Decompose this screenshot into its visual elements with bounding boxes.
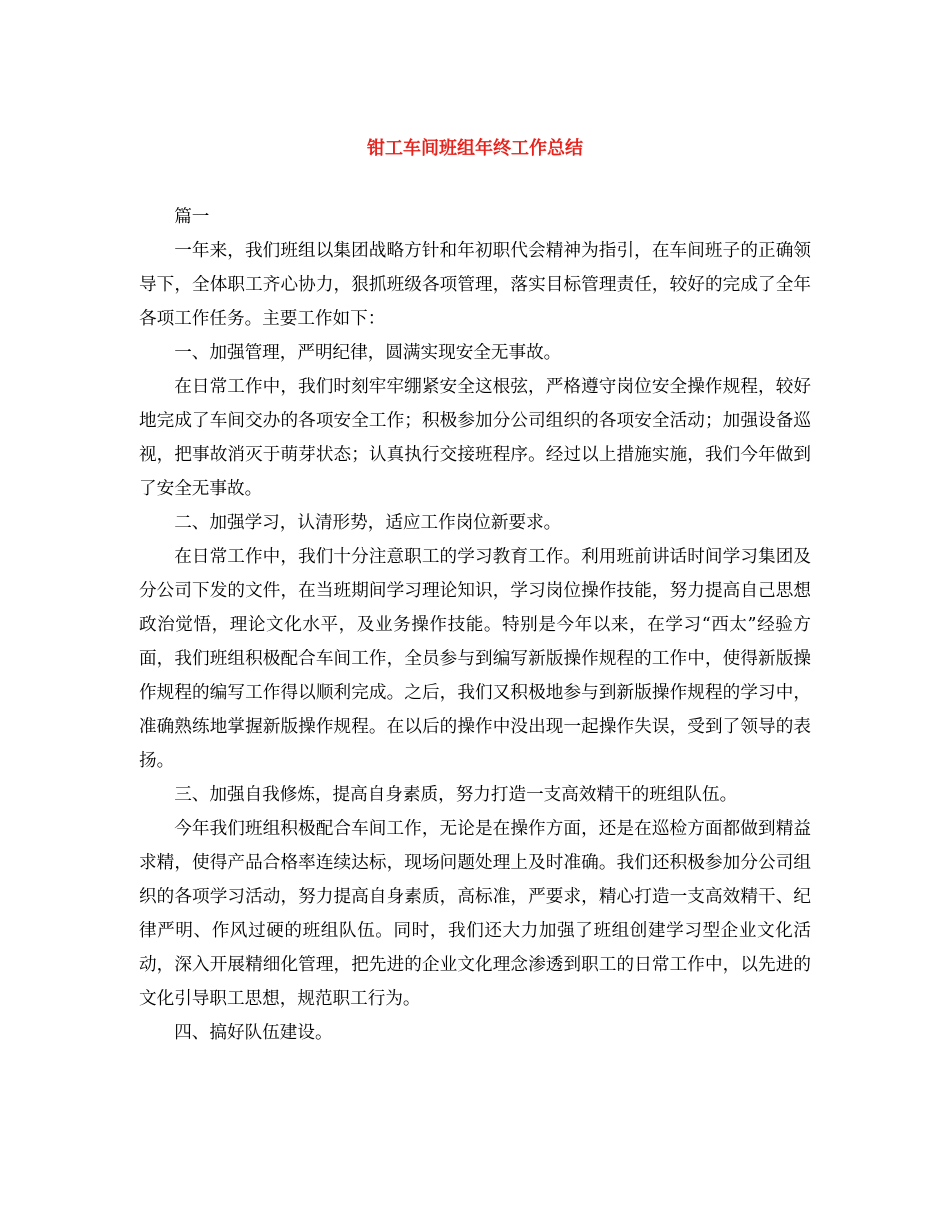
heading-self-improvement: 三、加强自我修炼，提高自身素质，努力打造一支高效精干的班组队伍。	[174, 785, 738, 805]
document-title: 钳工车间班组年终工作总结	[367, 138, 583, 159]
intro-paragraph: 一年来，我们班组以集团战略方针和年初职代会精神为指引，在车间班子的正确领导下，全体职工齐心协力，狠抓班级各项管理，落实目标管理责任，较好的完成了全年各项工作任务。主要工作如下：	[139, 241, 811, 329]
heading-team-building: 四、搞好队伍建设。	[174, 1023, 333, 1043]
section-label: 篇一	[174, 207, 210, 227]
paragraph-self-improvement: 今年我们班组积极配合车间工作，无论是在操作方面，还是在巡检方面都做到精益求精，使得产品合格率连续达标，现场问题处理上及时准确。我们还积极参加分公司组织的各项学习活动，努力提高自身素质，高标准，严要求，精心打造一支高效精干、纪律严明、作风过硬的班组队伍。同时，我们还大力加强了班组创建学习型企业文化活动，深入开展精细化管理，把先进的企业文化理念渗透到职工的日常工作中，以先进的文化引导职工思想，规范职工行为。	[139, 819, 811, 1009]
paragraph-learning: 在日常工作中，我们十分注意职工的学习教育工作。利用班前讲话时间学习集团及分公司下发的文件，在当班期间学习理论知识，学习岗位操作技能，努力提高自己思想政治觉悟，理论文化水平，及业务操作技能。特别是今年以来，在学习“西太”经验方面，我们班组积极配合车间工作，全员参与到编写新版操作规程的工作中，使得新版操作规程的编写工作得以顺利完成。之后，我们又积极地参与到新版操作规程的学习中，准确熟练地掌握新版操作规程。在以后的操作中没出现一起操作失误，受到了领导的表扬。	[139, 547, 811, 771]
heading-management-safety: 一、加强管理，严明纪律，圆满实现安全无事故。	[174, 343, 562, 363]
document-body	[139, 200, 811, 1050]
paragraph-safety: 在日常工作中，我们时刻牢牢绷紧安全这根弦，严格遵守岗位安全操作规程，较好地完成了车间交办的各项安全工作；积极参加分公司组织的各项安全活动；加强设备巡视，把事故消灭于萌芽状态；认真执行交接班程序。经过以上措施实施，我们今年做到了安全无事故。	[139, 377, 811, 499]
heading-learning: 二、加强学习，认清形势，适应工作岗位新要求。	[174, 513, 562, 533]
